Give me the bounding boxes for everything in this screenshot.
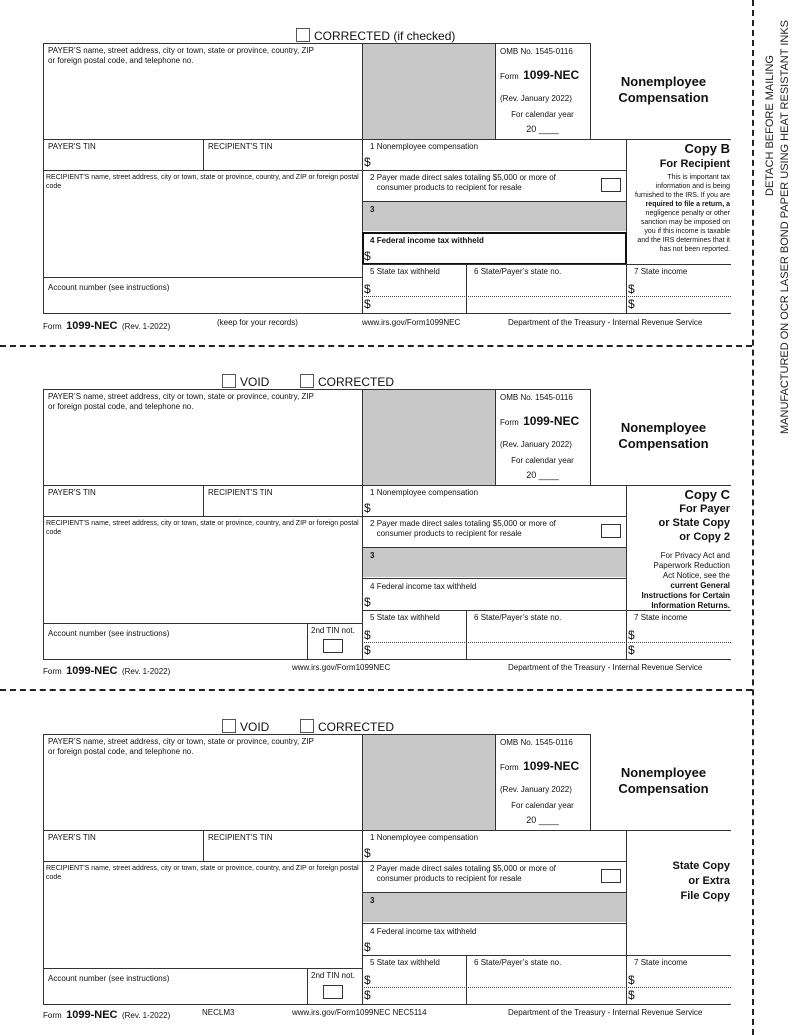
corrected-checkbox[interactable]	[296, 28, 310, 42]
corrected-checkbox-row[interactable]: CORRECTED	[300, 374, 394, 389]
form-title: Nonemployee Compensation	[618, 74, 709, 105]
corrected-checkbox[interactable]	[300, 719, 314, 733]
calendar-year-label: For calendar year	[511, 110, 574, 119]
recipient-name-label: RECIPIENT'S name, street address, city or town, state or province, country, and ZIP or foreign postal code	[46, 174, 359, 190]
copy-c-notice: For Privacy Act and Paperwork Reduction Act Notice, see the current General Instructions for Certain Information Returns.	[641, 551, 730, 610]
void-checkbox-row[interactable]: VOID	[222, 719, 269, 734]
box3-shaded	[363, 202, 626, 231]
revision: (Rev. January 2022)	[500, 94, 572, 103]
footer-form: Form 1099-NEC (Rev. 1-2022)	[43, 320, 171, 332]
copy-b-notice: This is important tax information and is being furnished to the IRS. If you are required to file a return, a negligence penalty or other sanction may be imposed on you if this income is taxable and the IRS determines that it has not been reported.	[635, 174, 730, 253]
box2-checkbox[interactable]	[601, 524, 621, 538]
shaded-area	[363, 44, 495, 139]
tin-notice-checkbox[interactable]	[323, 985, 343, 999]
calendar-year-field[interactable]: 20 ____	[526, 470, 559, 480]
perforation-1	[0, 345, 752, 347]
calendar-year-field[interactable]: 20 ____	[526, 124, 559, 134]
box4-label: Federal income tax withheld	[376, 236, 484, 245]
void-checkbox[interactable]	[222, 719, 236, 733]
corrected-checkbox[interactable]	[300, 374, 314, 388]
account-number-label: Account number (see instructions)	[48, 283, 170, 292]
calendar-year-field[interactable]: 20 ____	[526, 815, 559, 825]
box2-checkbox[interactable]	[601, 869, 621, 883]
payer-tin-label: PAYER'S TIN	[48, 142, 96, 151]
manufactured-note: MANUFACTURED ON OCR LASER BOND PAPER USING HEAT RESISTANT INKS	[779, 20, 791, 434]
copy-subtitle: For Recipient	[659, 158, 730, 170]
tin-notice-checkbox[interactable]	[323, 639, 343, 653]
omb-number: OMB No. 1545-0116	[500, 47, 573, 56]
detach-note: DETACH BEFORE MAILING	[764, 55, 776, 196]
copy-title: Copy B	[684, 141, 730, 156]
void-checkbox-row[interactable]: VOID	[222, 374, 269, 389]
recipient-tin-label: RECIPIENT'S TIN	[208, 142, 273, 151]
form-number: Form 1099-NEC	[500, 68, 580, 82]
box1-label: Nonemployee compensation	[376, 142, 479, 151]
vertical-perforation	[752, 0, 754, 1035]
void-checkbox[interactable]	[222, 374, 236, 388]
corrected-checkbox-row[interactable]: CORRECTED	[300, 719, 394, 734]
perforation-2	[0, 689, 752, 691]
corrected-checkbox-row[interactable]: CORRECTED (if checked)	[296, 28, 455, 43]
box2-checkbox[interactable]	[601, 178, 621, 192]
payer-name-label: PAYER’S name, street address, city or town, state or province, country, ZIP or foreign postal code, and telephone no.	[48, 46, 314, 65]
